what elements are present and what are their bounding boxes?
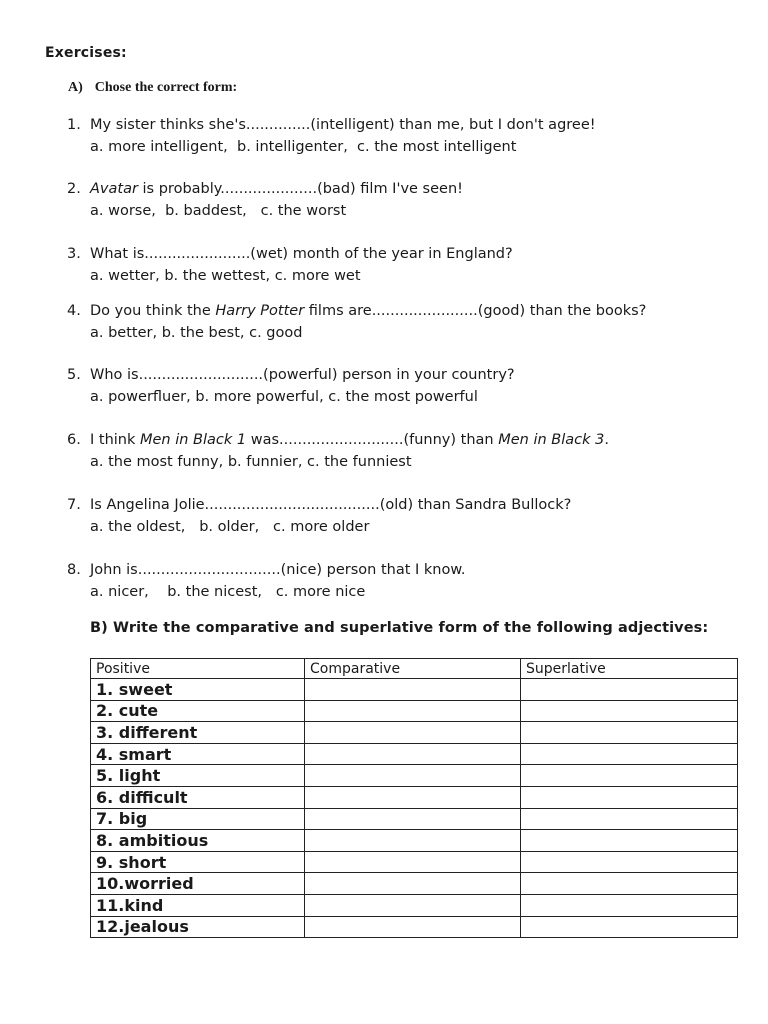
comparative-answer-cell[interactable]	[305, 808, 521, 830]
comparative-answer-cell[interactable]	[305, 700, 521, 722]
comparative-answer-cell[interactable]	[305, 851, 521, 873]
question-number: 5.	[67, 367, 81, 383]
question-options: a. worse, b. baddest, c. the worst	[90, 203, 347, 219]
question-stem-text: films are.......................(good) than the books?	[304, 303, 647, 319]
question-stem	[90, 559, 757, 581]
section-b-heading: B) Write the comparative and superlative form of the following adjectives:	[90, 620, 709, 636]
table-row	[91, 722, 738, 744]
comparative-answer-cell[interactable]	[305, 916, 521, 938]
question-stem-text: was...........................(funny) than	[246, 432, 499, 448]
column-header-superlative: Superlative	[521, 659, 738, 679]
question-options: a. wetter, b. the wettest, c. more wet	[90, 268, 361, 284]
comparative-answer-cell[interactable]	[305, 786, 521, 808]
table-row	[91, 894, 738, 916]
question-number: 2.	[67, 181, 81, 197]
superlative-answer-cell[interactable]	[521, 808, 738, 830]
question-stem-text: I think	[90, 432, 140, 448]
comparative-answer-cell[interactable]	[305, 743, 521, 765]
positive-adjective-cell: 1. sweet	[91, 679, 305, 701]
question-stem-italic-text: Harry Potter	[215, 303, 305, 319]
comparative-answer-cell[interactable]	[305, 873, 521, 895]
question-item	[67, 114, 757, 158]
question-options: a. powerfluer, b. more powerful, c. the most powerful	[90, 389, 478, 405]
positive-adjective-cell: 12.jealous	[91, 916, 305, 938]
table-row	[91, 851, 738, 873]
question-stem-text: is probably.....................(bad) film I've seen!	[137, 181, 463, 197]
question-number: 6.	[67, 432, 81, 448]
question-stem-italic-text: Avatar	[90, 181, 138, 197]
question-stem	[90, 114, 757, 136]
question-stem-text: Do you think the	[90, 303, 216, 319]
question-stem	[90, 243, 757, 265]
superlative-answer-cell[interactable]	[521, 765, 738, 787]
positive-adjective-cell: 3. different	[91, 722, 305, 744]
question-number: 3.	[67, 246, 81, 262]
table-row	[91, 786, 738, 808]
question-item	[67, 429, 757, 473]
question-stem-text: Is Angelina Jolie......................................(old) than Sandra Bullock?	[90, 497, 572, 513]
question-item	[67, 243, 757, 287]
question-stem	[90, 429, 757, 451]
adjectives-table	[90, 658, 738, 938]
question-item	[67, 559, 757, 603]
table-row	[91, 743, 738, 765]
positive-adjective-cell: 4. smart	[91, 743, 305, 765]
table-row	[91, 830, 738, 852]
comparative-answer-cell[interactable]	[305, 679, 521, 701]
positive-adjective-cell: 9. short	[91, 851, 305, 873]
table-row	[91, 916, 738, 938]
section-a-heading	[68, 80, 237, 96]
question-stem	[90, 300, 757, 322]
column-header-positive: Positive	[91, 659, 305, 679]
table-row	[91, 873, 738, 895]
question-options: a. more intelligent, b. intelligenter, c. the most intelligent	[90, 139, 517, 155]
question-options: a. the most funny, b. funnier, c. the funniest	[90, 454, 412, 470]
question-item	[67, 300, 757, 344]
exercises-title: Exercises:	[45, 45, 127, 61]
superlative-answer-cell[interactable]	[521, 679, 738, 701]
question-stem-italic-text: Men in Black 1	[140, 432, 247, 448]
positive-adjective-cell: 10.worried	[91, 873, 305, 895]
table-header-row	[91, 659, 738, 679]
question-options: a. nicer, b. the nicest, c. more nice	[90, 584, 366, 600]
question-item	[67, 364, 757, 408]
comparative-answer-cell[interactable]	[305, 722, 521, 744]
positive-adjective-cell: 6. difficult	[91, 786, 305, 808]
section-a-label: A)	[68, 80, 83, 95]
positive-adjective-cell: 5. light	[91, 765, 305, 787]
question-options: a. better, b. the best, c. good	[90, 325, 303, 341]
question-item	[67, 178, 757, 222]
comparative-answer-cell[interactable]	[305, 830, 521, 852]
positive-adjective-cell: 2. cute	[91, 700, 305, 722]
positive-adjective-cell: 7. big	[91, 808, 305, 830]
table-row	[91, 679, 738, 701]
question-options: a. the oldest, b. older, c. more older	[90, 519, 370, 535]
table-row	[91, 765, 738, 787]
superlative-answer-cell[interactable]	[521, 743, 738, 765]
column-header-comparative: Comparative	[305, 659, 521, 679]
question-stem-text: What is.......................(wet) month of the year in England?	[90, 246, 513, 262]
positive-adjective-cell: 11.kind	[91, 894, 305, 916]
question-stem	[90, 494, 757, 516]
question-number: 4.	[67, 303, 81, 319]
superlative-answer-cell[interactable]	[521, 873, 738, 895]
superlative-answer-cell[interactable]	[521, 916, 738, 938]
question-stem-text: John is...............................(nice) person that I know.	[90, 562, 466, 578]
question-stem-text: Who is...........................(powerful) person in your country?	[90, 367, 515, 383]
question-stem-text: .	[604, 432, 609, 448]
superlative-answer-cell[interactable]	[521, 851, 738, 873]
table-row	[91, 808, 738, 830]
superlative-answer-cell[interactable]	[521, 786, 738, 808]
question-number: 7.	[67, 497, 81, 513]
positive-adjective-cell: 8. ambitious	[91, 830, 305, 852]
question-number: 8.	[67, 562, 81, 578]
superlative-answer-cell[interactable]	[521, 700, 738, 722]
question-stem	[90, 178, 757, 200]
question-stem	[90, 364, 757, 386]
superlative-answer-cell[interactable]	[521, 894, 738, 916]
table-row	[91, 700, 738, 722]
question-number: 1.	[67, 117, 81, 133]
comparative-answer-cell[interactable]	[305, 765, 521, 787]
section-a-title: Chose the correct form:	[94, 80, 238, 95]
question-stem-italic-text: Men in Black 3	[498, 432, 605, 448]
comparative-answer-cell[interactable]	[305, 894, 521, 916]
superlative-answer-cell[interactable]	[521, 830, 738, 852]
question-item	[67, 494, 757, 538]
superlative-answer-cell[interactable]	[521, 722, 738, 744]
question-stem-text: My sister thinks she's..............(intelligent) than me, but I don't agree!	[90, 117, 596, 133]
